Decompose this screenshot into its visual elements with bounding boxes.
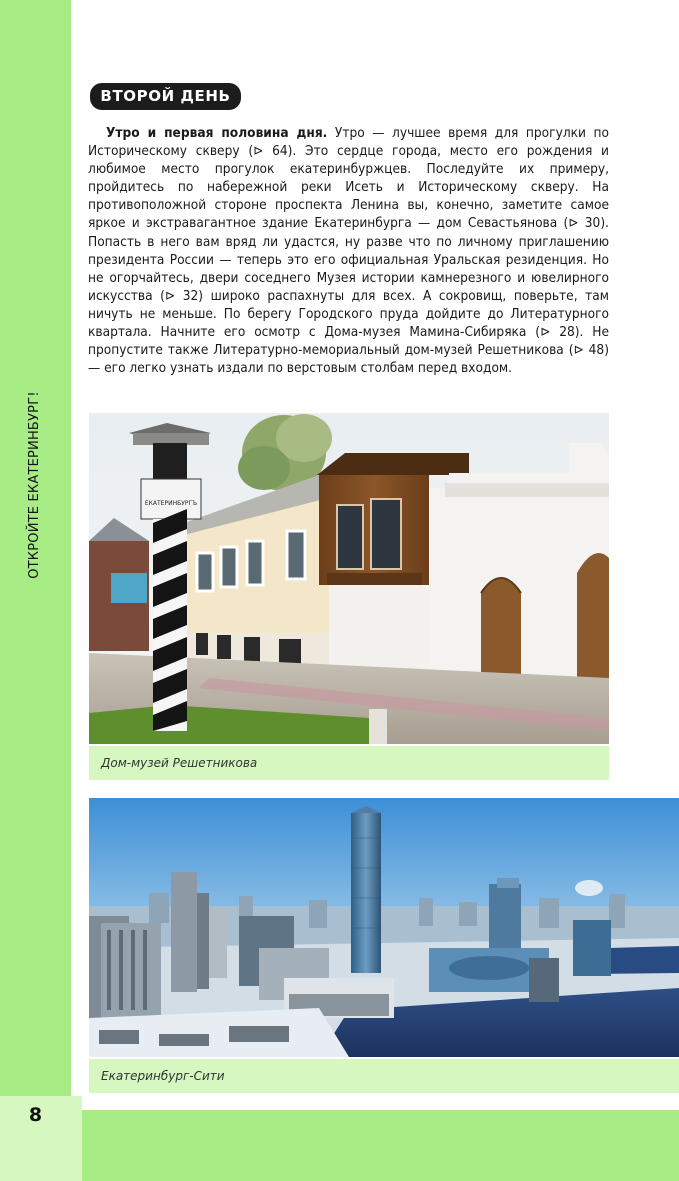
paragraph-segment: 64). Это сердце города, место его рождения и любимое место прогулок екатеринбуржцев. Последуйте их примеру, пройдитесь по набережной реки Исеть и Историческому скверу. На противоположной стороне проспекта Ленина вы, конечно, заметите самое яркое и экстравагантное здание Екатеринбурга — дом Севастьянова (	[88, 143, 609, 232]
paragraph-segment: 48) — его легко узнать издали по верстовым столбам перед входом.	[88, 342, 609, 377]
signboard-text: ЕКАТЕРИНБУРГЪ	[144, 500, 198, 507]
paragraph-lead: Утро и первая половина дня.	[106, 125, 328, 141]
section-badge: ВТОРОЙ ДЕНЬ	[90, 83, 241, 110]
side-label: ОТКРОЙТЕ ЕКАТЕРИНБУРГ!	[27, 391, 42, 579]
page-number: 8	[28, 1104, 43, 1126]
page-reference-arrow-icon: ⊳	[573, 342, 584, 359]
page-reference-arrow-icon: ⊳	[568, 215, 579, 232]
paragraph-segment: 28). Не пропустите также Литературно-мемориальный дом-музей Решетникова (	[88, 324, 609, 359]
photo-yekaterinburg-city	[89, 798, 679, 1057]
body-paragraph	[88, 124, 609, 377]
photo-caption: Екатеринбург-Сити	[89, 1059, 679, 1093]
paragraph-segment: 32) широко распахнуты для всех. А сокровищ, поверьте, там ничуть не меньше. По берегу Городского пруда дойдите до Литературного квартала. Начните его осмотр с Дома-музея Мамина-Сибиряка (	[88, 287, 609, 341]
page-reference-arrow-icon: ⊳	[253, 143, 264, 160]
photo-reshetnikov-house	[89, 413, 609, 744]
paragraph-segment: 30). Попасть в него вам вряд ли удастся, ну разве что по личному приглашению президента России — теперь это его официальная Уральская резиденция. Но не огорчайтесь, двери соседнего Музея истории камнерезного и ювелирного искусства (	[88, 215, 609, 304]
paragraph-segment: Утро — лучшее время для прогулки по Историческому скверу (	[88, 125, 609, 160]
page-reference-arrow-icon: ⊳	[540, 324, 551, 341]
page-reference-arrow-icon: ⊳	[164, 287, 176, 304]
bottom-band	[82, 1110, 679, 1181]
photo-caption: Дом-музей Решетникова	[89, 746, 609, 780]
